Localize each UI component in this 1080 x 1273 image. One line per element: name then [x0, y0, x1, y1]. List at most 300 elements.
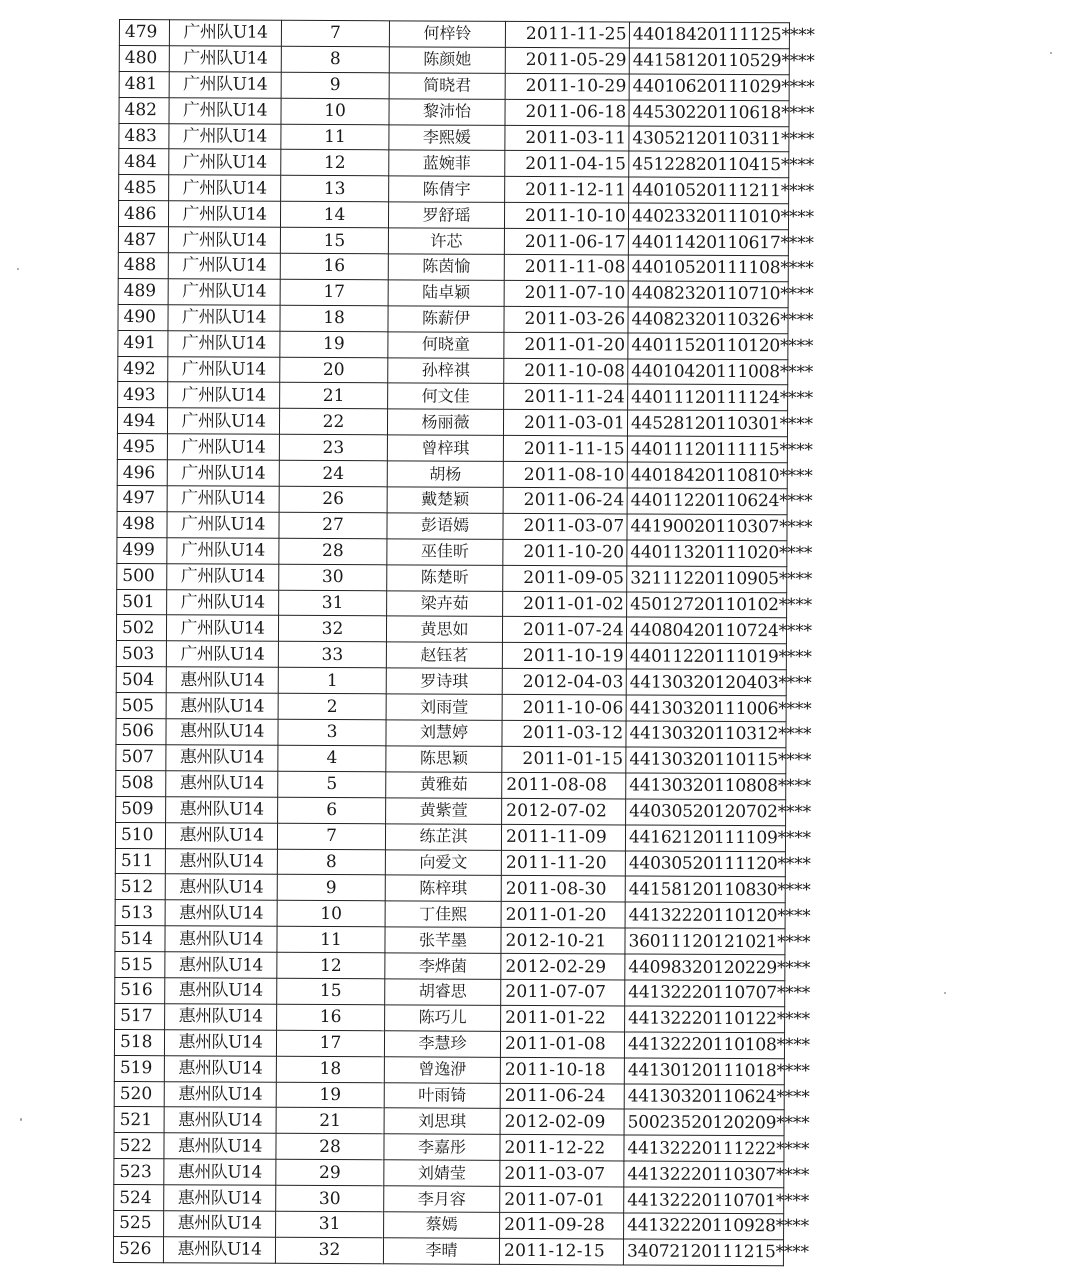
id-number-cell: 44011520110120****: [628, 333, 788, 360]
team-cell: 惠州队U14: [164, 1185, 276, 1211]
row-index-cell: 503: [116, 641, 166, 667]
table-row: [116, 770, 786, 799]
jersey-number-cell: 28: [276, 1134, 384, 1160]
player-name-cell: 刘慧婷: [386, 720, 502, 746]
table-row: [114, 1133, 784, 1162]
row-index-cell: 483: [119, 123, 169, 149]
table-row: [115, 1003, 785, 1032]
team-cell: 惠州队U14: [165, 822, 277, 848]
birth-date-cell: 2012-07-02: [502, 798, 626, 824]
birth-date-cell: 2011-01-20: [504, 332, 628, 358]
player-name-cell: 李烨菌: [385, 953, 501, 979]
table-row: [115, 848, 785, 877]
table-row: [115, 900, 785, 929]
id-number-cell: 44018420110810****: [627, 462, 787, 489]
table-row: [119, 71, 789, 100]
team-cell: 惠州队U14: [165, 848, 277, 874]
jersey-number-cell: 30: [279, 564, 387, 590]
player-name-cell: 许芯: [388, 228, 504, 254]
team-cell: 惠州队U14: [166, 667, 278, 693]
table-row: [119, 20, 789, 49]
row-index-cell: 517: [115, 1003, 165, 1029]
row-index-cell: 507: [116, 744, 166, 770]
birth-date-cell: 2012-04-03: [502, 669, 626, 695]
table-row: [116, 641, 786, 670]
row-index-cell: 519: [114, 1055, 164, 1081]
player-name-cell: 陈茵愉: [388, 254, 504, 280]
row-index-cell: 490: [118, 304, 168, 330]
team-cell: 惠州队U14: [165, 900, 277, 926]
birth-date-cell: 2011-01-15: [502, 746, 626, 772]
table-row: [118, 201, 788, 230]
table-row: [117, 408, 787, 437]
birth-date-cell: 2011-07-07: [501, 979, 625, 1005]
table-row: [114, 1107, 784, 1136]
table-row: [117, 563, 787, 592]
player-name-cell: 黄雅茹: [386, 772, 502, 798]
id-number-cell: 44158120110529****: [629, 48, 789, 75]
birth-date-cell: 2011-08-10: [503, 462, 627, 488]
table-row: [116, 615, 786, 644]
id-number-cell: 44132220110707****: [625, 980, 785, 1007]
id-number-cell: 34072120111215****: [623, 1239, 783, 1266]
scan-speck: [17, 268, 19, 270]
team-cell: 惠州队U14: [164, 1159, 276, 1185]
id-number-cell: 44130320120403****: [626, 669, 786, 696]
id-number-cell: 44011420110617****: [628, 229, 788, 256]
team-cell: 惠州队U14: [165, 926, 277, 952]
row-index-cell: 498: [117, 511, 167, 537]
row-index-cell: 494: [117, 408, 167, 434]
team-cell: 广州队U14: [166, 615, 278, 641]
row-index-cell: 479: [119, 20, 169, 46]
player-name-cell: 赵钰茗: [386, 642, 502, 668]
table-row: [115, 874, 785, 903]
row-index-cell: 500: [117, 563, 167, 589]
jersey-number-cell: 1: [278, 668, 386, 694]
jersey-number-cell: 9: [277, 875, 385, 901]
row-index-cell: 491: [118, 330, 168, 356]
jersey-number-cell: 12: [277, 952, 385, 978]
team-cell: 惠州队U14: [165, 874, 277, 900]
roster-table: [113, 19, 815, 1266]
jersey-number-cell: 2: [278, 693, 386, 719]
row-index-cell: 511: [115, 848, 165, 874]
jersey-number-cell: 18: [280, 305, 388, 331]
player-name-cell: 罗诗琪: [386, 668, 502, 694]
table-row: [119, 123, 789, 152]
jersey-number-cell: 19: [280, 331, 388, 357]
jersey-number-cell: 27: [279, 512, 387, 538]
id-number-cell: 45122820110415****: [629, 151, 789, 178]
jersey-number-cell: 31: [276, 1211, 384, 1237]
player-name-cell: 刘雨萱: [386, 694, 502, 720]
row-index-cell: 526: [113, 1236, 163, 1262]
id-number-cell: 44011220111019****: [626, 643, 786, 670]
birth-date-cell: 2011-06-17: [504, 229, 628, 255]
row-index-cell: 518: [114, 1029, 164, 1055]
team-cell: 惠州队U14: [165, 952, 277, 978]
player-name-cell: 陈薪伊: [388, 306, 504, 332]
team-cell: 惠州队U14: [164, 1133, 276, 1159]
jersey-number-cell: 8: [281, 46, 389, 72]
team-cell: 广州队U14: [168, 382, 280, 408]
row-index-cell: 505: [116, 693, 166, 719]
row-index-cell: 481: [119, 71, 169, 97]
id-number-cell: 44130120111018****: [624, 1058, 784, 1085]
id-number-cell: 44528120110301****: [627, 410, 787, 437]
birth-date-cell: 2011-06-24: [503, 487, 627, 513]
player-name-cell: 陈颜她: [389, 47, 505, 73]
row-index-cell: 514: [115, 926, 165, 952]
row-index-cell: 525: [114, 1210, 164, 1236]
table-row: [114, 1185, 784, 1214]
id-number-cell: 44011320111020****: [627, 540, 787, 567]
jersey-number-cell: 21: [280, 383, 388, 409]
team-cell: 惠州队U14: [166, 771, 278, 797]
id-number-cell: 44130320110312****: [626, 721, 786, 748]
jersey-number-cell: 22: [279, 409, 387, 435]
row-index-cell: 487: [118, 227, 168, 253]
player-name-cell: 何梓铃: [389, 21, 505, 47]
id-number-cell: 44010520111108****: [628, 255, 788, 282]
jersey-number-cell: 6: [278, 797, 386, 823]
player-name-cell: 李慧珍: [384, 1031, 500, 1057]
birth-date-cell: 2011-01-02: [503, 591, 627, 617]
player-name-cell: 蔡嫣: [384, 1212, 500, 1238]
player-name-cell: 陈梓琪: [385, 875, 501, 901]
birth-date-cell: 2011-10-18: [500, 1057, 624, 1083]
player-name-cell: 杨丽薇: [387, 409, 503, 435]
row-index-cell: 523: [114, 1159, 164, 1185]
jersey-number-cell: 21: [276, 1108, 384, 1134]
team-cell: 惠州队U14: [163, 1237, 275, 1263]
team-cell: 惠州队U14: [164, 1029, 276, 1055]
row-index-cell: 488: [118, 253, 168, 279]
team-cell: 广州队U14: [169, 149, 281, 175]
team-cell: 惠州队U14: [166, 796, 278, 822]
player-name-cell: 陈楚昕: [387, 565, 503, 591]
player-name-cell: 黄紫萱: [386, 798, 502, 824]
birth-date-cell: 2012-02-09: [500, 1109, 624, 1135]
row-index-cell: 513: [115, 900, 165, 926]
row-index-cell: 515: [115, 952, 165, 978]
player-name-cell: 李晴: [383, 1238, 499, 1264]
jersey-number-cell: 17: [280, 279, 388, 305]
table-row: [116, 693, 786, 722]
team-cell: 广州队U14: [169, 46, 281, 72]
table-row: [113, 1236, 783, 1265]
row-index-cell: 499: [117, 537, 167, 563]
row-index-cell: 486: [118, 201, 168, 227]
table-row: [116, 719, 786, 748]
jersey-number-cell: 3: [278, 719, 386, 745]
team-cell: 广州队U14: [169, 123, 281, 149]
jersey-number-cell: 33: [278, 642, 386, 668]
jersey-number-cell: 7: [277, 823, 385, 849]
player-name-cell: 陈倩宇: [389, 176, 505, 202]
id-number-cell: 44130320110808****: [626, 773, 786, 800]
id-number-cell: 50023520120209****: [624, 1109, 784, 1136]
team-cell: 惠州队U14: [166, 745, 278, 771]
birth-date-cell: 2011-11-20: [501, 850, 625, 876]
id-number-cell: 44010620111029****: [629, 74, 789, 101]
jersey-number-cell: 5: [278, 771, 386, 797]
birth-date-cell: 2011-01-22: [501, 1005, 625, 1031]
id-number-cell: 44082320110710****: [628, 281, 788, 308]
jersey-number-cell: 20: [280, 357, 388, 383]
row-index-cell: 495: [117, 434, 167, 460]
row-index-cell: 497: [117, 486, 167, 512]
id-number-cell: 44011120111124****: [628, 384, 788, 411]
row-index-cell: 493: [118, 382, 168, 408]
table-row: [119, 45, 789, 74]
team-cell: 广州队U14: [168, 253, 280, 279]
row-index-cell: 501: [117, 589, 167, 615]
jersey-number-cell: 18: [276, 1056, 384, 1082]
team-cell: 广州队U14: [167, 538, 279, 564]
team-cell: 广州队U14: [167, 589, 279, 615]
team-cell: 广州队U14: [167, 563, 279, 589]
birth-date-cell: 2011-11-25: [505, 21, 629, 47]
birth-date-cell: 2011-11-08: [504, 254, 628, 280]
row-index-cell: 521: [114, 1107, 164, 1133]
id-number-cell: 44132220110108****: [624, 1032, 784, 1059]
team-cell: 惠州队U14: [166, 693, 278, 719]
id-number-cell: 36011120121021****: [625, 928, 785, 955]
birth-date-cell: 2011-11-09: [501, 824, 625, 850]
jersey-number-cell: 7: [281, 20, 389, 46]
jersey-number-cell: 4: [278, 745, 386, 771]
table-row: [115, 926, 785, 955]
player-name-cell: 黄思如: [386, 616, 502, 642]
table-row: [119, 175, 789, 204]
birth-date-cell: 2011-12-15: [499, 1238, 623, 1264]
table-row: [118, 253, 788, 282]
table-row: [116, 667, 786, 696]
jersey-number-cell: 32: [278, 616, 386, 642]
team-cell: 广州队U14: [166, 641, 278, 667]
jersey-number-cell: 19: [276, 1082, 384, 1108]
birth-date-cell: 2011-10-06: [502, 695, 626, 721]
birth-date-cell: 2011-11-15: [503, 436, 627, 462]
id-number-cell: 45012720110102****: [627, 592, 787, 619]
player-name-cell: 陆卓颖: [388, 280, 504, 306]
team-cell: 惠州队U14: [164, 1211, 276, 1237]
player-name-cell: 丁佳熙: [385, 901, 501, 927]
birth-date-cell: 2012-10-21: [501, 928, 625, 954]
id-number-cell: 44010420111008****: [628, 359, 788, 386]
table-row: [117, 460, 787, 489]
birth-date-cell: 2011-07-24: [502, 617, 626, 643]
team-cell: 广州队U14: [168, 305, 280, 331]
player-name-cell: 胡睿思: [385, 979, 501, 1005]
row-index-cell: 480: [119, 45, 169, 71]
row-index-cell: 509: [116, 796, 166, 822]
team-cell: 惠州队U14: [164, 1081, 276, 1107]
birth-date-cell: 2011-04-15: [505, 151, 629, 177]
team-cell: 广州队U14: [169, 97, 281, 123]
table-row: [115, 952, 785, 981]
birth-date-cell: 2011-03-12: [502, 720, 626, 746]
birth-date-cell: 2011-03-11: [505, 125, 629, 151]
jersey-number-cell: 29: [276, 1159, 384, 1185]
id-number-cell: 44023320111010****: [628, 203, 788, 230]
player-name-cell: 练芷淇: [385, 823, 501, 849]
table-row: [116, 744, 786, 773]
table-row: [114, 1210, 784, 1239]
row-index-cell: 484: [119, 149, 169, 175]
table-row: [114, 1159, 784, 1188]
table-row: [118, 382, 788, 411]
roster-table-body: [113, 20, 815, 1266]
player-name-cell: 李月容: [384, 1186, 500, 1212]
team-cell: 广州队U14: [168, 279, 280, 305]
team-cell: 广州队U14: [169, 72, 281, 98]
player-name-cell: 何文佳: [388, 383, 504, 409]
id-number-cell: 44082320110326****: [628, 307, 788, 334]
player-name-cell: 叶雨锜: [384, 1082, 500, 1108]
birth-date-cell: 2011-07-01: [500, 1186, 624, 1212]
player-name-cell: 戴楚颖: [387, 487, 503, 513]
jersey-number-cell: 26: [279, 486, 387, 512]
player-name-cell: 罗舒瑶: [388, 202, 504, 228]
row-index-cell: 524: [114, 1185, 164, 1211]
birth-date-cell: 2011-07-10: [504, 280, 628, 306]
jersey-number-cell: 31: [279, 590, 387, 616]
team-cell: 广州队U14: [167, 434, 279, 460]
birth-date-cell: 2011-03-07: [503, 513, 627, 539]
team-cell: 广州队U14: [167, 408, 279, 434]
id-number-cell: 44030520120702****: [626, 799, 786, 826]
scan-speck: [20, 1118, 22, 1121]
birth-date-cell: 2011-01-20: [501, 902, 625, 928]
jersey-number-cell: 13: [281, 176, 389, 202]
table-row: [118, 278, 788, 307]
id-number-cell: 44190020110307****: [627, 514, 787, 541]
birth-date-cell: 2011-03-07: [500, 1161, 624, 1187]
id-number-cell: 44011120111115****: [627, 436, 787, 463]
birth-date-cell: 2011-10-19: [502, 643, 626, 669]
team-cell: 广州队U14: [167, 460, 279, 486]
table-row: [114, 1055, 784, 1084]
team-cell: 广州队U14: [169, 175, 281, 201]
player-name-cell: 简晓君: [389, 73, 505, 99]
table-row: [114, 1081, 784, 1110]
table-row: [118, 227, 788, 256]
birth-date-cell: 2011-11-24: [504, 384, 628, 410]
jersey-number-cell: 14: [280, 202, 388, 228]
team-cell: 惠州队U14: [165, 978, 277, 1004]
team-cell: 广州队U14: [167, 486, 279, 512]
scan-speck: [944, 992, 946, 994]
row-index-cell: 502: [116, 615, 166, 641]
jersey-number-cell: 17: [276, 1030, 384, 1056]
jersey-number-cell: 32: [275, 1237, 383, 1263]
table-row: [117, 434, 787, 463]
player-name-cell: 刘婧莹: [384, 1160, 500, 1186]
roster-sheet: [113, 19, 815, 1266]
jersey-number-cell: 30: [276, 1185, 384, 1211]
team-cell: 惠州队U14: [164, 1055, 276, 1081]
team-cell: 广州队U14: [169, 20, 281, 46]
id-number-cell: 44132220110307****: [624, 1161, 784, 1188]
birth-date-cell: 2011-09-05: [503, 565, 627, 591]
id-number-cell: 44130320111006****: [626, 695, 786, 722]
jersey-number-cell: 16: [277, 1004, 385, 1030]
birth-date-cell: 2011-05-29: [505, 47, 629, 73]
player-name-cell: 向爱文: [385, 849, 501, 875]
table-row: [119, 97, 789, 126]
player-name-cell: 梁卉茹: [387, 590, 503, 616]
id-number-cell: 44080420110724****: [626, 617, 786, 644]
player-name-cell: 巫佳昕: [387, 539, 503, 565]
table-row: [118, 304, 788, 333]
row-index-cell: 492: [118, 356, 168, 382]
player-name-cell: 胡杨: [387, 461, 503, 487]
player-name-cell: 黎沛怡: [389, 98, 505, 124]
id-number-cell: 44530220110618****: [629, 100, 789, 127]
birth-date-cell: 2011-03-01: [503, 410, 627, 436]
row-index-cell: 522: [114, 1133, 164, 1159]
birth-date-cell: 2011-12-11: [505, 177, 629, 203]
jersey-number-cell: 10: [277, 901, 385, 927]
table-row: [116, 796, 786, 825]
id-number-cell: 44098320120229****: [625, 954, 785, 981]
team-cell: 广州队U14: [167, 512, 279, 538]
player-name-cell: 刘思琪: [384, 1108, 500, 1134]
row-index-cell: 482: [119, 97, 169, 123]
team-cell: 广州队U14: [168, 330, 280, 356]
player-name-cell: 曾逸洢: [384, 1056, 500, 1082]
id-number-cell: 44132220110701****: [624, 1187, 784, 1214]
table-row: [115, 977, 785, 1006]
jersey-number-cell: 11: [277, 926, 385, 952]
table-row: [118, 356, 788, 385]
birth-date-cell: 2011-08-30: [501, 876, 625, 902]
table-row: [117, 537, 787, 566]
id-number-cell: 44132220110122****: [625, 1006, 785, 1033]
birth-date-cell: 2011-10-29: [505, 73, 629, 99]
row-index-cell: 520: [114, 1081, 164, 1107]
id-number-cell: 44018420111125****: [629, 22, 789, 49]
player-name-cell: 张芊墨: [385, 927, 501, 953]
player-name-cell: 陈巧儿: [385, 1005, 501, 1031]
id-number-cell: 44162120111109****: [625, 825, 785, 852]
birth-date-cell: 2011-01-08: [500, 1031, 624, 1057]
row-index-cell: 485: [119, 175, 169, 201]
jersey-number-cell: 10: [281, 98, 389, 124]
table-row: [119, 149, 789, 178]
jersey-number-cell: 9: [281, 72, 389, 98]
birth-date-cell: 2011-03-26: [504, 306, 628, 332]
player-name-cell: 孙梓祺: [388, 357, 504, 383]
jersey-number-cell: 15: [280, 227, 388, 253]
row-index-cell: 504: [116, 667, 166, 693]
birth-date-cell: 2011-06-24: [500, 1083, 624, 1109]
team-cell: 广州队U14: [168, 356, 280, 382]
id-number-cell: 44132220110120****: [625, 902, 785, 929]
scan-speck: [1050, 52, 1052, 54]
table-row: [117, 511, 787, 540]
id-number-cell: 44011220110624****: [627, 488, 787, 515]
birth-date-cell: 2011-10-08: [504, 358, 628, 384]
table-row: [118, 330, 788, 359]
player-name-cell: 彭语嫣: [387, 513, 503, 539]
table-row: [115, 822, 785, 851]
id-number-cell: 44030520111120****: [625, 850, 785, 877]
birth-date-cell: 2011-08-08: [502, 772, 626, 798]
